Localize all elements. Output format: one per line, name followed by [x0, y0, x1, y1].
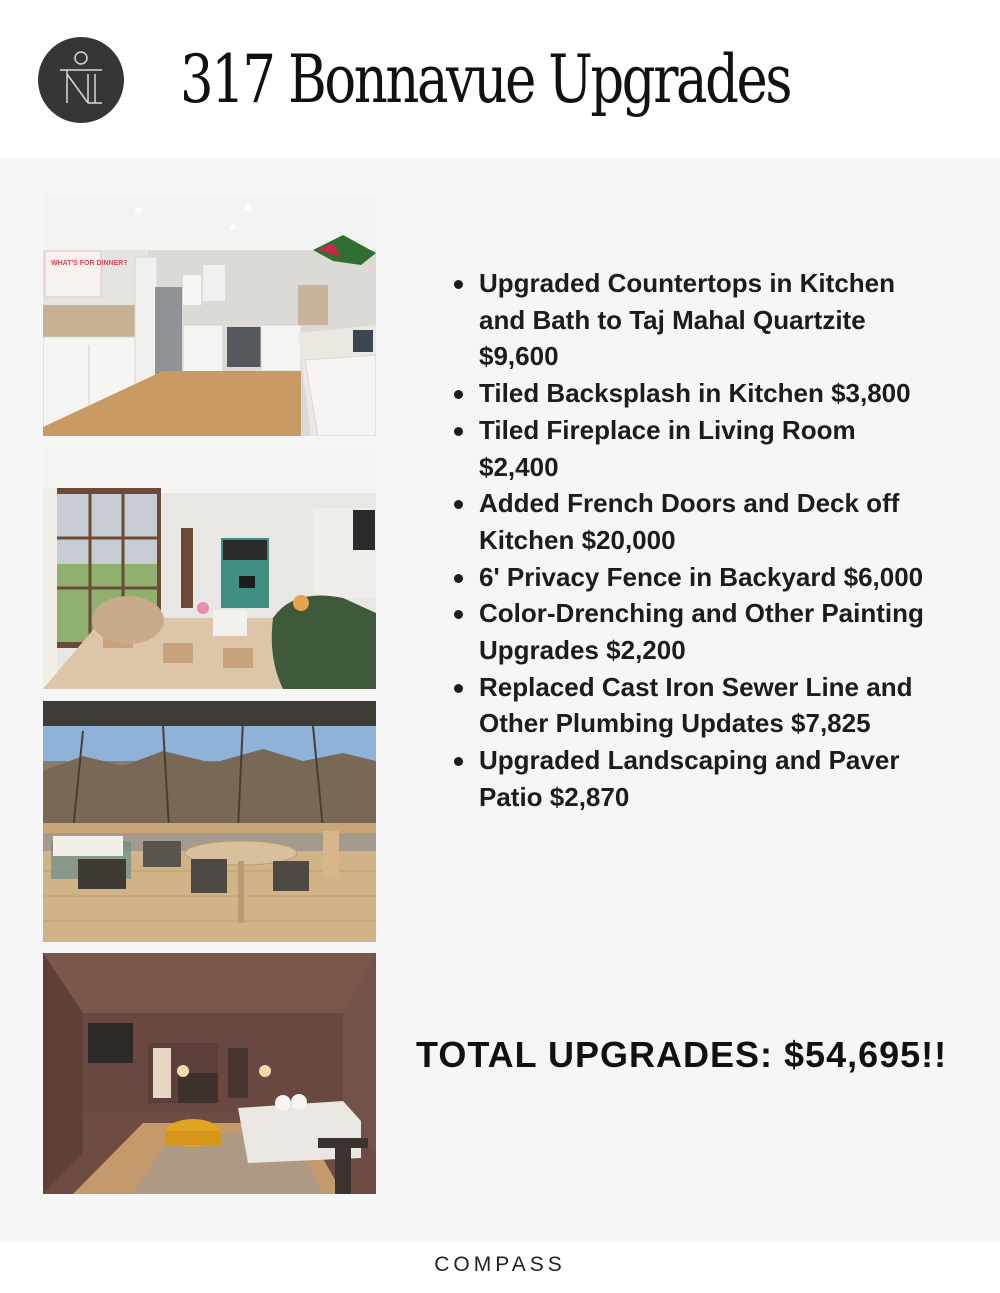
- upgrade-text: Replaced Cast Iron Sewer Line and Other Plumbing Updates $7,825: [479, 671, 913, 739]
- upgrade-text: 6' Privacy Fence in Backyard $6,000: [479, 561, 924, 592]
- total-upgrades: TOTAL UPGRADES: $54,695!!: [416, 1034, 948, 1075]
- list-item: [454, 669, 934, 742]
- deck-photo: [43, 701, 376, 942]
- brand-logo: [38, 37, 124, 123]
- living-room-photo: [43, 448, 376, 689]
- sign-text: WHAT'S FOR DINNER?: [51, 260, 128, 267]
- kitchen-photo: [43, 195, 376, 436]
- list-item: [454, 559, 934, 596]
- page-title: 317 Bonnavue Upgrades: [180, 41, 791, 118]
- upgrade-text: Tiled Fireplace in Living Room $2,400: [479, 414, 856, 482]
- upgrade-text: Color-Drenching and Other Painting Upgrades $2,200: [479, 598, 924, 666]
- bullet-icon: [454, 684, 463, 693]
- basement-photo: [43, 953, 376, 1194]
- list-item: [454, 485, 934, 558]
- bullet-icon: [454, 500, 463, 509]
- header: [0, 0, 1000, 158]
- bullet-icon: [454, 280, 463, 289]
- upgrade-text: Added French Doors and Deck off Kitchen $20,000: [479, 488, 900, 555]
- footer: [0, 1241, 1000, 1293]
- list-item: [454, 265, 934, 375]
- list-item: [454, 595, 934, 668]
- bullet-icon: [454, 610, 463, 619]
- upgrade-text: Upgraded Countertops in Kitchen and Bath to Taj Mahal Quartzite $9,600: [479, 268, 895, 372]
- list-item: [454, 742, 934, 815]
- upgrades-list: [454, 265, 934, 816]
- main-content: [0, 158, 1000, 1241]
- bullet-icon: [454, 390, 463, 399]
- bullet-icon: [454, 757, 463, 766]
- list-item: [454, 375, 934, 412]
- monogram-icon: [38, 37, 124, 123]
- upgrade-text: Tiled Backsplash in Kitchen $3,800: [479, 378, 911, 409]
- bullet-icon: [454, 574, 463, 583]
- upgrade-text: Upgraded Landscaping and Paver Patio $2,870: [479, 745, 900, 812]
- bullet-icon: [454, 427, 463, 436]
- list-item: [454, 412, 934, 485]
- compass-brand: COMPASS: [434, 1253, 566, 1276]
